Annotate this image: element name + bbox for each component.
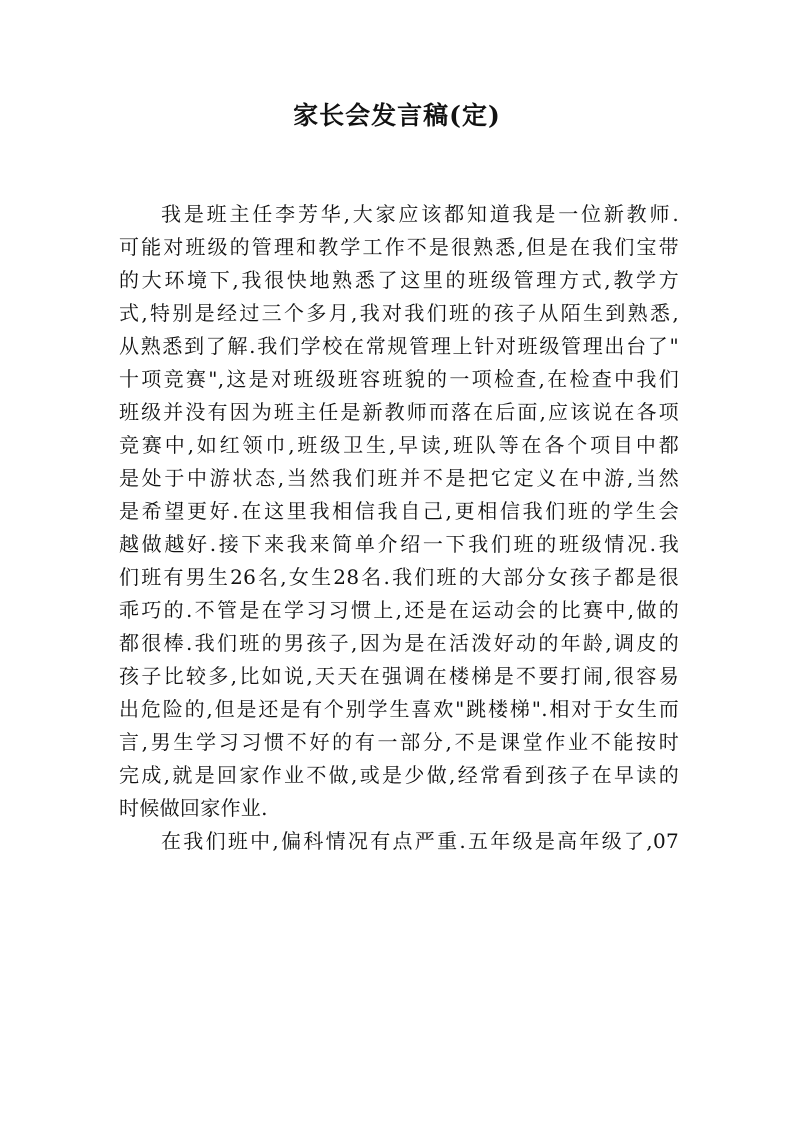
body-line: 可能对班级的管理和教学工作不是很熟悉,但是在我们宝带 [119,235,679,259]
body-line: 出危险的,但是还是有个别学生喜欢"跳楼梯".相对于女生而 [119,697,679,721]
body-line: 我是班主任李芳华,大家应该都知道我是一位新教师. [161,202,679,226]
body-line: 的大环境下,我很快地熟悉了这里的班级管理方式,教学方 [119,268,679,292]
body-line: 从熟悉到了解.我们学校在常规管理上针对班级管理出台了" [119,334,679,358]
body-line: 时候做回家作业. [119,796,268,820]
body-line: 都很棒.我们班的男孩子,因为是在活泼好动的年龄,调皮的 [119,631,679,655]
document-body [119,198,679,858]
document-title: 家长会发言稿(定) [293,101,501,130]
body-line: 们班有男生26名,女生28名.我们班的大部分女孩子都是很 [119,565,679,589]
body-line: 是处于中游状态,当然我们班并不是把它定义在中游,当然 [119,466,679,490]
body-line: 是希望更好.在这里我相信我自己,更相信我们班的学生会 [119,499,679,523]
body-line: 式,特别是经过三个多月,我对我们班的孩子从陌生到熟悉, [119,301,679,325]
body-line: 在我们班中,偏科情况有点严重.五年级是高年级了,07 [161,829,679,853]
body-line: 越做越好.接下来我来简单介绍一下我们班的班级情况.我 [119,532,679,556]
body-line: 完成,就是回家作业不做,或是少做,经常看到孩子在早读的 [119,763,679,787]
body-line: 班级并没有因为班主任是新教师而落在后面,应该说在各项 [119,400,679,424]
body-line: 竞赛中,如红领巾,班级卫生,早读,班队等在各个项目中都 [119,433,679,457]
body-line: 乖巧的.不管是在学习习惯上,还是在运动会的比赛中,做的 [119,598,679,622]
body-line: 十项竞赛",这是对班级班容班貌的一项检查,在检查中我们 [119,367,679,391]
body-line: 孩子比较多,比如说,天天在强调在楼梯是不要打闹,很容易 [119,664,679,688]
body-line: 言,男生学习习惯不好的有一部分,不是课堂作业不能按时 [119,730,679,754]
